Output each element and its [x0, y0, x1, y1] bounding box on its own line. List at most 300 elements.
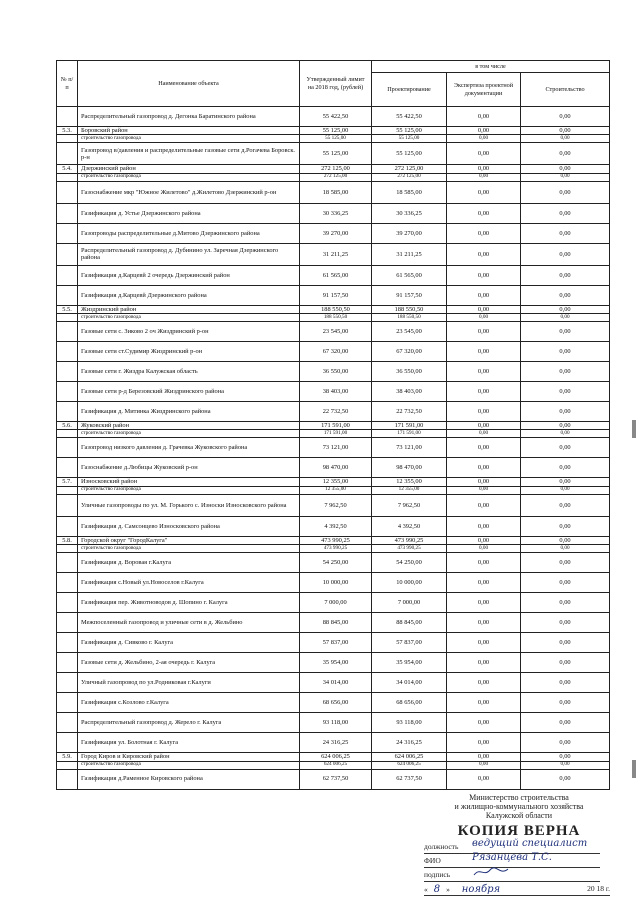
limit-value: 4 392,50: [300, 516, 372, 536]
construction-value: 0,00: [521, 593, 610, 613]
subtotal-row: [57, 173, 610, 181]
expertise-value: 0,00: [447, 285, 521, 305]
row-number: [57, 733, 78, 753]
table-row: [57, 553, 610, 573]
row-number: [57, 181, 78, 203]
limit-value: 272 125,00: [300, 173, 372, 181]
row-number: [57, 673, 78, 693]
construction-value: 0,00: [521, 653, 610, 673]
design-value: 10 000,00: [372, 573, 447, 593]
construction-value: 0,00: [521, 733, 610, 753]
design-value: 36 550,00: [372, 362, 447, 382]
object-name: строительство газопровода: [78, 314, 300, 322]
date-day: 8: [433, 883, 441, 895]
limit-value: 12 355,00: [300, 478, 372, 486]
design-value: 12 355,00: [372, 478, 447, 486]
limit-value: 98 470,00: [300, 458, 372, 478]
construction-value: 0,00: [521, 761, 610, 769]
subtotal-row: [57, 545, 610, 553]
table-row: [57, 593, 610, 613]
construction-value: 0,00: [521, 458, 610, 478]
table-row: [57, 143, 610, 165]
table-row: [57, 458, 610, 478]
table-row: [57, 516, 610, 536]
row-number: [57, 314, 78, 322]
table-row: [57, 438, 610, 458]
design-value: 61 565,00: [372, 265, 447, 285]
object-name: строительство газопровода: [78, 761, 300, 769]
limit-value: 35 954,00: [300, 653, 372, 673]
object-name: Газификация д.Карцевй Дзержинского района: [78, 285, 300, 305]
object-name: Газовые сети д. Жельбино, 2-ая очередь г. Калуга: [78, 653, 300, 673]
object-name: Газификация д. Устье Дзержинского района: [78, 203, 300, 223]
limit-value: 7 000,00: [300, 593, 372, 613]
expertise-value: 0,00: [447, 362, 521, 382]
row-number: [57, 402, 78, 422]
object-name: Газификация д. Митинка Жиздринского района: [78, 402, 300, 422]
design-value: 473 990,25: [372, 536, 447, 544]
stamp-sign-field: [424, 870, 600, 882]
object-name: Газификация д. Самсонцево Износковского района: [78, 516, 300, 536]
limit-value: 34 014,00: [300, 673, 372, 693]
row-number: [57, 265, 78, 285]
row-number: [57, 342, 78, 362]
expertise-value: 0,00: [447, 322, 521, 342]
row-number: [57, 362, 78, 382]
table-row: [57, 573, 610, 593]
table-row: [57, 203, 610, 223]
scan-edge-mark: [632, 420, 636, 438]
design-value: 34 014,00: [372, 673, 447, 693]
construction-value: 0,00: [521, 127, 610, 135]
expertise-value: 0,00: [447, 458, 521, 478]
construction-value: 0,00: [521, 107, 610, 127]
expertise-value: 0,00: [447, 633, 521, 653]
col-included-header: в том числе: [372, 61, 610, 73]
object-name: Город Киров и Кировский район: [78, 753, 300, 761]
row-number: 5.9.: [57, 753, 78, 761]
construction-value: 0,00: [521, 753, 610, 761]
row-number: [57, 285, 78, 305]
construction-value: 0,00: [521, 314, 610, 322]
limit-value: 55 125,00: [300, 143, 372, 165]
object-name: строительство газопровода: [78, 135, 300, 143]
limit-value: 171 591,00: [300, 430, 372, 438]
construction-value: 0,00: [521, 516, 610, 536]
row-number: [57, 769, 78, 789]
row-number: [57, 653, 78, 673]
col-name-header: Наименование объекта: [78, 61, 300, 107]
limit-value: 54 250,00: [300, 553, 372, 573]
subtotal-row: [57, 761, 610, 769]
expertise-value: 0,00: [447, 203, 521, 223]
row-number: 5.4.: [57, 165, 78, 173]
construction-value: 0,00: [521, 486, 610, 494]
object-name: Газоснабжение д.Любицы Жуковский р-он: [78, 458, 300, 478]
col-build-header: Строительство: [521, 73, 610, 107]
row-number: [57, 486, 78, 494]
object-name: Газификация д. Сивково г. Калуга: [78, 633, 300, 653]
construction-value: 0,00: [521, 223, 610, 243]
expertise-value: 0,00: [447, 265, 521, 285]
table-row: [57, 285, 610, 305]
limit-value: 188 550,50: [300, 314, 372, 322]
object-name: Жуковский район: [78, 422, 300, 430]
row-number: [57, 494, 78, 516]
object-name: Газоснабжение мкр "Южное Жилетово" д.Жилетово Дзержинский р-он: [78, 181, 300, 203]
subtotal-row: [57, 314, 610, 322]
construction-value: 0,00: [521, 173, 610, 181]
limit-value: 36 550,00: [300, 362, 372, 382]
object-name: Износковский район: [78, 478, 300, 486]
stamp-ministry-line: и жилищно-коммунального хозяйства: [454, 802, 584, 812]
table-row: [57, 342, 610, 362]
expertise-value: 0,00: [447, 536, 521, 544]
expertise-value: 0,00: [447, 314, 521, 322]
district-row: [57, 127, 610, 135]
limit-value: 473 990,25: [300, 545, 372, 553]
stamp-ministry-line: Министерство строительства: [469, 793, 569, 802]
limit-value: 57 837,00: [300, 633, 372, 653]
limit-value: 7 962,50: [300, 494, 372, 516]
construction-value: 0,00: [521, 673, 610, 693]
object-name: Газопроводы распределительные д.Митово Дзержинского района: [78, 223, 300, 243]
district-row: [57, 165, 610, 173]
limit-value: 624 006,25: [300, 761, 372, 769]
design-value: 473 990,25: [372, 545, 447, 553]
expertise-value: 0,00: [447, 342, 521, 362]
design-value: 272 125,00: [372, 173, 447, 181]
object-name: Газификация с.Новый ул.Новоселов г.Калуга: [78, 573, 300, 593]
construction-value: 0,00: [521, 573, 610, 593]
object-name: Дзержинский район: [78, 165, 300, 173]
limit-value: 24 316,25: [300, 733, 372, 753]
design-value: 88 845,00: [372, 613, 447, 633]
design-value: 55 125,00: [372, 143, 447, 165]
row-number: [57, 693, 78, 713]
row-number: [57, 135, 78, 143]
design-value: 38 403,00: [372, 382, 447, 402]
row-number: [57, 107, 78, 127]
subtotal-row: [57, 135, 610, 143]
object-name: Газификация ул. Болотная г. Калуга: [78, 733, 300, 753]
row-number: [57, 322, 78, 342]
row-number: 5.8.: [57, 536, 78, 544]
object-name: Распределительный газопровод д. Жерело г. Калуга: [78, 713, 300, 733]
construction-value: 0,00: [521, 382, 610, 402]
row-number: 5.7.: [57, 478, 78, 486]
col-limit-header: Утвержденный лимит на 2018 год, (рублей): [300, 61, 372, 107]
date-year: 20 18 г.: [587, 883, 610, 893]
expertise-value: 0,00: [447, 733, 521, 753]
row-number: [57, 243, 78, 265]
object-name: Газовые сети р-д Березовский Жиздринского района: [78, 382, 300, 402]
expertise-value: 0,00: [447, 593, 521, 613]
certified-copy-stamp: [424, 793, 614, 895]
handwritten-position: ведущий специалист: [472, 837, 588, 849]
date-month: ноября: [461, 883, 501, 895]
stamp-region-line: Калужской области: [485, 811, 553, 821]
design-value: 23 545,00: [372, 322, 447, 342]
limit-value: 624 006,25: [300, 753, 372, 761]
stamp-fio-label: ФИО: [424, 855, 441, 865]
table-row: [57, 733, 610, 753]
row-number: [57, 173, 78, 181]
table-row: [57, 633, 610, 653]
row-number: [57, 430, 78, 438]
row-number: [57, 573, 78, 593]
expertise-value: 0,00: [447, 430, 521, 438]
expertise-value: 0,00: [447, 165, 521, 173]
object-name: строительство газопровода: [78, 173, 300, 181]
row-number: [57, 203, 78, 223]
construction-value: 0,00: [521, 613, 610, 633]
design-value: 91 157,50: [372, 285, 447, 305]
construction-value: 0,00: [521, 545, 610, 553]
row-number: [57, 713, 78, 733]
object-name: Газовые сети ст.Судимир Жиздринский р-он: [78, 342, 300, 362]
table-row: [57, 181, 610, 203]
expertise-value: 0,00: [447, 769, 521, 789]
expertise-value: 0,00: [447, 181, 521, 203]
stamp-copy-true: КОПИЯ ВЕРНА: [457, 822, 581, 839]
object-name: Газопровод низкого давления д. Грачевка Жуковского района: [78, 438, 300, 458]
expertise-value: 0,00: [447, 382, 521, 402]
expertise-value: 0,00: [447, 613, 521, 633]
construction-value: 0,00: [521, 402, 610, 422]
design-value: 35 954,00: [372, 653, 447, 673]
object-name: Газификация пер. Животноводов д. Шопино г. Калуга: [78, 593, 300, 613]
object-name: Боровский район: [78, 127, 300, 135]
limit-value: 22 732,50: [300, 402, 372, 422]
limit-value: 12 355,00: [300, 486, 372, 494]
object-name: Межпоселенный газопровод и уличные сети в д. Жельбино: [78, 613, 300, 633]
col-design-header: Проектирование: [372, 73, 447, 107]
design-value: 171 591,00: [372, 430, 447, 438]
stamp-position-label: должность: [424, 841, 459, 851]
limit-value: 73 121,00: [300, 438, 372, 458]
limit-value: 18 585,00: [300, 181, 372, 203]
table-row: [57, 673, 610, 693]
design-value: 68 656,00: [372, 693, 447, 713]
construction-value: 0,00: [521, 322, 610, 342]
construction-value: 0,00: [521, 713, 610, 733]
row-number: 5.6.: [57, 422, 78, 430]
construction-value: 0,00: [521, 494, 610, 516]
object-name: строительство газопровода: [78, 486, 300, 494]
object-name: Жиздринский район: [78, 305, 300, 313]
design-value: 67 320,00: [372, 342, 447, 362]
stamp-fio-field: [424, 851, 600, 868]
row-number: 5.5.: [57, 305, 78, 313]
limit-value: 23 545,00: [300, 322, 372, 342]
design-value: 22 732,50: [372, 402, 447, 422]
table-row: [57, 265, 610, 285]
col-number-header: № п/п: [57, 61, 78, 107]
col-expert-header: Экспертиза проектной документации: [447, 73, 521, 107]
limit-value: 61 565,00: [300, 265, 372, 285]
handwritten-fio: Рязанцева Т.С.: [472, 851, 552, 863]
expertise-value: 0,00: [447, 422, 521, 430]
limit-value: 473 990,25: [300, 536, 372, 544]
design-value: 73 121,00: [372, 438, 447, 458]
table-body: [57, 107, 610, 790]
stamp-date-field: « 8 » ноября 20 18 г.: [424, 883, 610, 895]
subtotal-row: [57, 486, 610, 494]
row-number: [57, 143, 78, 165]
design-value: 7 962,50: [372, 494, 447, 516]
limit-value: 55 422,50: [300, 107, 372, 127]
expertise-value: 0,00: [447, 713, 521, 733]
object-name: Уличные газопроводы по ул. М. Горького с. Износки Износковского района: [78, 494, 300, 516]
table-row: [57, 402, 610, 422]
expertise-value: 0,00: [447, 545, 521, 553]
construction-value: 0,00: [521, 342, 610, 362]
expertise-value: 0,00: [447, 143, 521, 165]
construction-value: 0,00: [521, 285, 610, 305]
stamp-sign-label: подпись: [424, 869, 451, 879]
design-value: 624 006,25: [372, 753, 447, 761]
expertise-value: 0,00: [447, 516, 521, 536]
limit-value: 68 656,00: [300, 693, 372, 713]
table-row: [57, 494, 610, 516]
table-row: [57, 382, 610, 402]
design-value: 171 591,00: [372, 422, 447, 430]
object-name: строительство газопровода: [78, 545, 300, 553]
object-name: Городской округ "ГородКалуга": [78, 536, 300, 544]
table-row: [57, 613, 610, 633]
construction-value: 0,00: [521, 165, 610, 173]
row-number: [57, 613, 78, 633]
limit-value: 55 125,00: [300, 135, 372, 143]
expertise-value: 0,00: [447, 438, 521, 458]
row-number: [57, 545, 78, 553]
expertise-value: 0,00: [447, 761, 521, 769]
table-row: [57, 322, 610, 342]
construction-value: 0,00: [521, 693, 610, 713]
construction-value: 0,00: [521, 135, 610, 143]
object-name: Газификация д.Раменное Кировского района: [78, 769, 300, 789]
budget-table: [56, 60, 610, 790]
table-row: [57, 653, 610, 673]
construction-value: 0,00: [521, 430, 610, 438]
row-number: 5.3.: [57, 127, 78, 135]
limit-value: 91 157,50: [300, 285, 372, 305]
design-value: 39 270,00: [372, 223, 447, 243]
row-number: [57, 382, 78, 402]
design-value: 54 250,00: [372, 553, 447, 573]
expertise-value: 0,00: [447, 673, 521, 693]
object-name: Газовые сети г. Жиздра Калужская область: [78, 362, 300, 382]
design-value: 624 006,25: [372, 761, 447, 769]
expertise-value: 0,00: [447, 223, 521, 243]
limit-value: 67 320,00: [300, 342, 372, 362]
object-name: Газовые сети с. Зиково 2 оч Жиздринский р-он: [78, 322, 300, 342]
construction-value: 0,00: [521, 438, 610, 458]
row-number: [57, 458, 78, 478]
row-number: [57, 553, 78, 573]
table-row: [57, 693, 610, 713]
design-value: 188 550,50: [372, 314, 447, 322]
expertise-value: 0,00: [447, 753, 521, 761]
table-row: [57, 713, 610, 733]
object-name: Газификация д. Воровая г.Калуга: [78, 553, 300, 573]
design-value: 55 422,50: [372, 107, 447, 127]
object-name: Газопровод в/давления и распределительные газовые сети д.Рогачева Боровск. р-н: [78, 143, 300, 165]
district-row: [57, 478, 610, 486]
limit-value: 62 737,50: [300, 769, 372, 789]
limit-value: 55 125,00: [300, 127, 372, 135]
expertise-value: 0,00: [447, 135, 521, 143]
construction-value: 0,00: [521, 553, 610, 573]
table-row: [57, 223, 610, 243]
design-value: 188 550,50: [372, 305, 447, 313]
construction-value: 0,00: [521, 633, 610, 653]
design-value: 62 737,50: [372, 769, 447, 789]
table-row: [57, 769, 610, 789]
expertise-value: 0,00: [447, 553, 521, 573]
design-value: 93 118,00: [372, 713, 447, 733]
row-number: [57, 761, 78, 769]
row-number: [57, 633, 78, 653]
object-name: строительство газопровода: [78, 430, 300, 438]
subtotal-row: [57, 430, 610, 438]
construction-value: 0,00: [521, 143, 610, 165]
limit-value: 93 118,00: [300, 713, 372, 733]
district-row: [57, 536, 610, 544]
limit-value: 39 270,00: [300, 223, 372, 243]
construction-value: 0,00: [521, 362, 610, 382]
table-row: [57, 107, 610, 127]
expertise-value: 0,00: [447, 402, 521, 422]
design-value: 7 000,00: [372, 593, 447, 613]
row-number: [57, 593, 78, 613]
limit-value: 171 591,00: [300, 422, 372, 430]
construction-value: 0,00: [521, 203, 610, 223]
construction-value: 0,00: [521, 181, 610, 203]
expertise-value: 0,00: [447, 653, 521, 673]
limit-value: 30 336,25: [300, 203, 372, 223]
row-number: [57, 438, 78, 458]
row-number: [57, 516, 78, 536]
design-value: 57 837,00: [372, 633, 447, 653]
expertise-value: 0,00: [447, 127, 521, 135]
district-row: [57, 305, 610, 313]
district-row: [57, 422, 610, 430]
design-value: 272 125,00: [372, 165, 447, 173]
construction-value: 0,00: [521, 478, 610, 486]
limit-value: 188 550,50: [300, 305, 372, 313]
expertise-value: 0,00: [447, 173, 521, 181]
design-value: 30 336,25: [372, 203, 447, 223]
limit-value: 88 845,00: [300, 613, 372, 633]
table-row: [57, 362, 610, 382]
limit-value: 31 211,25: [300, 243, 372, 265]
expertise-value: 0,00: [447, 107, 521, 127]
object-name: Распределительный газопровод д. Дубинино ул. Заречная Дзержинского района: [78, 243, 300, 265]
design-value: 24 316,25: [372, 733, 447, 753]
expertise-value: 0,00: [447, 494, 521, 516]
object-name: Уличный газопровод по ул.Родниковая г.Калуги: [78, 673, 300, 693]
object-name: Распределительный газопровод д. Дегонка Баратинского района: [78, 107, 300, 127]
table-row: [57, 243, 610, 265]
expertise-value: 0,00: [447, 693, 521, 713]
design-value: 98 470,00: [372, 458, 447, 478]
limit-value: 272 125,00: [300, 165, 372, 173]
design-value: 12 355,00: [372, 486, 447, 494]
construction-value: 0,00: [521, 243, 610, 265]
district-row: [57, 753, 610, 761]
